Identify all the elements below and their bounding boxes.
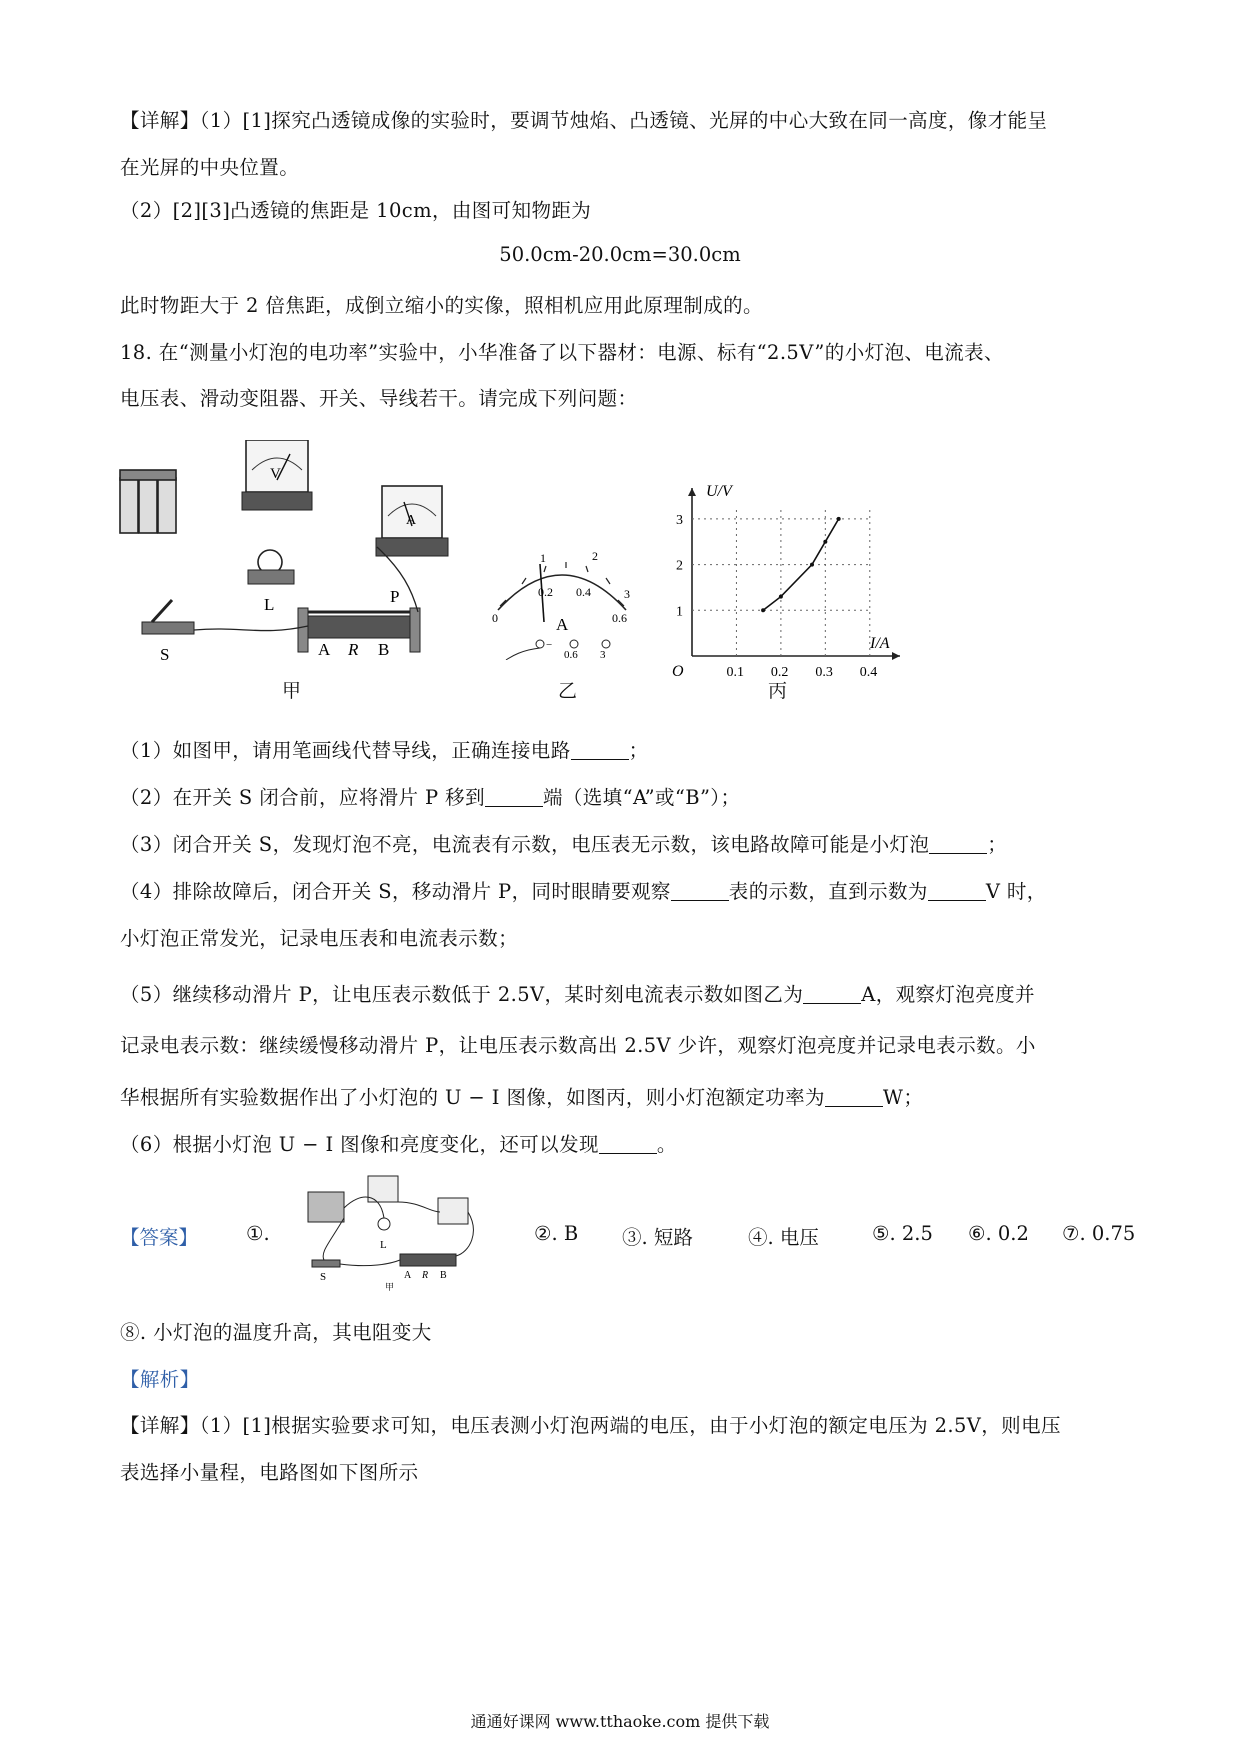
data-point [779,595,783,599]
data-point [837,517,841,521]
y-tick-label: 2 [676,558,683,574]
resistor-r-label: R [348,640,359,659]
y-tick-label: 3 [676,512,683,528]
answer-blank[interactable] [671,881,729,902]
analysis-label: 【解析】 [120,1368,200,1391]
voltmeter-label: V [270,466,281,482]
x-tick-label: 0.1 [726,665,744,680]
dial-top-label: 3 [624,587,630,601]
answer-item-8: ⑧. 小灯泡的温度升高，其电阻变大 [120,1321,432,1344]
dial-unit-label: A [556,615,569,634]
answer-blank[interactable] [929,834,987,855]
dial-bottom-label: 0.6 [612,611,627,625]
detail-paragraph-3: 此时物距大于 2 倍焦距，成倒立缩小的实像，照相机应用此原理制成的。 [120,294,763,317]
terminal-label: − [546,639,553,651]
dial-bottom-label: 0 [492,611,498,625]
figure-jia-circuit [112,440,472,670]
caption-bing: 丙 [768,680,788,702]
answer-label: 【答案】 [120,1226,199,1249]
equation: 50.0cm-20.0cm=30.0cm [499,243,741,266]
ammeter-label: A [406,513,417,528]
switch-icon [142,600,194,664]
detail-paragraph-2: （2）[2][3]凸透镜的焦距是 10cm，由图可知物距为 [120,199,592,222]
question-3: （3）闭合开关 S，发现灯泡不亮，电流表有示数，电压表无示数，该电路故障可能是小灯泡 ； [120,833,1008,856]
question-4-cont: 小灯泡正常发光，记录电压表和电流表示数； [120,927,519,950]
question-5: （5）继续移动滑片 P，让电压表示数低于 2.5V，某时刻电流表示数如图乙为 A，观察灯泡亮度并 [120,983,1035,1006]
question-6: （6）根据小灯泡 U − I 图像和亮度变化，还可以发现 。 [120,1133,677,1156]
x-tick-label: 0.3 [815,665,833,680]
answer-item-6: ⑥. 0.2 [968,1222,1029,1245]
thumb-label: R [422,1270,429,1281]
detail-paragraph-4-cont: 表选择小量程，电路图如下图所示 [120,1461,419,1484]
ammeter-icon [376,486,448,556]
question-5-cont-1: 记录电表示数：继续缓慢移动滑片 P，让电压表示数高出 2.5V 少许，观察灯泡亮度并记录电表示数。小 [120,1034,1036,1057]
y-tick-label: 1 [676,604,683,620]
battery-icon [120,470,176,533]
question-18-line-1: 18. 在“测量小灯泡的电功率”实验中，小华准备了以下器材：电源、标有“2.5V”的小灯泡、电流表、 [120,341,1004,364]
answer-item-2: ②. B [534,1222,579,1245]
dial-bottom-label: 0.2 [538,585,553,599]
thumb-label: L [380,1239,387,1251]
figure-yi-ammeter-dial [482,540,642,660]
data-point [810,563,814,567]
dial-bottom-label: 0.4 [576,585,591,599]
thumb-label: S [320,1271,327,1283]
x-tick-label: 0.2 [770,665,789,680]
question-1: （1）如图甲，请用笔画线代替导线，正确连接电路 ； [120,739,649,762]
x-axis-label: I/A [870,635,890,652]
y-axis-label: U/V [706,483,732,500]
answer-blank[interactable] [825,1087,883,1108]
dial-top-label: 1 [540,551,546,565]
answer-blank[interactable] [599,1134,657,1155]
terminal-label: 3 [600,649,606,660]
terminal-label: 0.6 [564,649,578,660]
dial-top-label: 2 [592,549,598,563]
data-point [761,608,765,612]
x-tick-label: 0.4 [859,665,878,680]
answer-blank[interactable] [485,787,543,808]
voltmeter-icon [242,440,312,510]
thumb-label: A [404,1270,412,1281]
thumb-label: B [440,1270,447,1281]
detail-label: 【详解】 [120,109,200,132]
caption-jia: 甲 [282,680,302,702]
bulb-label: L [264,595,275,614]
answer-item-7: ⑦. 0.75 [1062,1222,1136,1245]
terminal-a-label: A [318,640,331,659]
question-5-cont-2: 华根据所有实验数据作出了小灯泡的 U − I 图像，如图丙，则小灯泡额定功率为 W； [120,1086,924,1109]
bulb-icon [248,550,294,614]
answer-item-4: ④. 电压 [748,1226,819,1249]
footer-watermark: 通通好课网 www.tthaoke.com 提供下载 [470,1712,770,1731]
detail-paragraph-1-cont: 在光屏的中央位置。 [120,156,300,179]
answer-item-1: ①. [246,1222,270,1245]
origin-label: O [672,663,684,680]
answer-blank[interactable] [571,740,629,761]
thumb-caption: 甲 [385,1282,395,1292]
switch-label: S [160,645,170,664]
caption-yi: 乙 [558,680,578,702]
question-2: （2）在开关 S 闭合前，应将滑片 P 移到 端（选填“A”或“B”）； [120,786,741,809]
data-point [823,540,827,544]
detail-paragraph-1: 【详解】（1）[1]探究凸透镜成像的实验时，要调节烛焰、凸透镜、光屏的中心大致在同一高度，像才能呈 [120,109,1048,132]
answer-blank[interactable] [803,984,861,1005]
rheostat-icon [298,587,420,659]
terminal-b-label: B [378,640,390,659]
question-4: （4）排除故障后，闭合开关 S，移动滑片 P，同时眼睛要观察 表的示数，直到示数为 V 时， [120,880,1047,903]
detail-paragraph-4: 【详解】（1）[1]根据实验要求可知，电压表测小灯泡两端的电压，由于小灯泡的额定电压为 2.5V，则电压 [120,1414,1061,1437]
answer-item-5: ⑤. 2.5 [872,1222,933,1245]
answer-circuit-thumbnail [290,1172,490,1292]
answer-item-3: ③. 短路 [622,1226,693,1249]
question-18-line-2: 电压表、滑动变阻器、开关、导线若干。请完成下列问题： [120,387,638,410]
figure-bing-ui-chart [660,480,910,680]
slider-p-label: P [390,587,400,606]
answer-blank[interactable] [928,881,986,902]
